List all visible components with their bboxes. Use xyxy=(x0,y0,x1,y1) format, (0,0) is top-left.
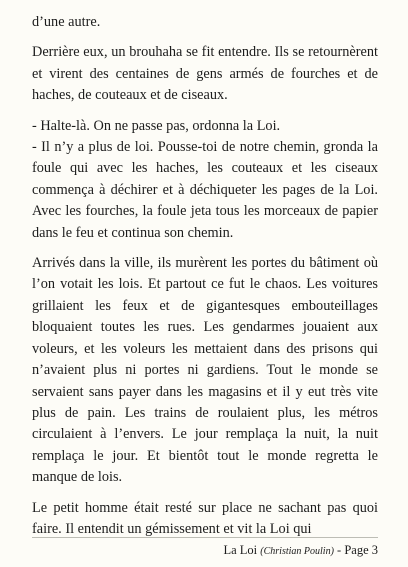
footer-page-number: - Page 3 xyxy=(337,543,378,557)
paragraph-5: Arrivés dans la ville, ils murèrent les portes du bâtiment où l’on votait les lois. Et partout ce fut le chaos. Les voitures grillaient les feux et de gigantesques embouteillages bloquaient toutes les rues. Les gendarmes jouaient aux voleurs, et les voleurs les mettaient dans des prisons qui n’avaient plus ni portes ni gardiens. Tout le monde se servaient sans payer dans les magasins et il y eut très vite plus de pain. Les trains de roulaient plus, les métros circulaient à l’envers. Le jour remplaça la nuit, la nuit remplaça le jour. Et bientôt tout le monde regretta le manque de lois. xyxy=(32,255,378,486)
paragraph-4: - Il n’y a plus de loi. Pousse-toi de notre chemin, gronda la foule qui avec les haches, les couteaux et les ciseaux commença à déchirer et à déchiqueter les pages de la Loi. Avec les fourches, la foule jeta tous les morceaux de papier dans le feu et continua son chemin. xyxy=(32,139,378,241)
page-footer xyxy=(32,537,378,557)
paragraph-3: - Halte-là. On ne passe pas, ordonna la Loi. xyxy=(32,117,281,134)
footer-title: La Loi xyxy=(223,543,258,557)
footer-author: (Christian Poulin) xyxy=(260,546,334,557)
paragraph-6: Le petit homme était resté sur place ne sachant pas quoi faire. Il entendit un gémissement et vit la Loi qui xyxy=(32,499,378,537)
paragraph-1: d’une autre. xyxy=(32,14,101,30)
paragraph-2: Derrière eux, un brouhaha se fit entendre. Ils se retournèrent et virent des centaines de gens armés de fourches et de haches, de couteaux et de ciseaux. xyxy=(32,44,378,104)
page-body xyxy=(32,12,378,540)
footer-text xyxy=(223,543,378,558)
